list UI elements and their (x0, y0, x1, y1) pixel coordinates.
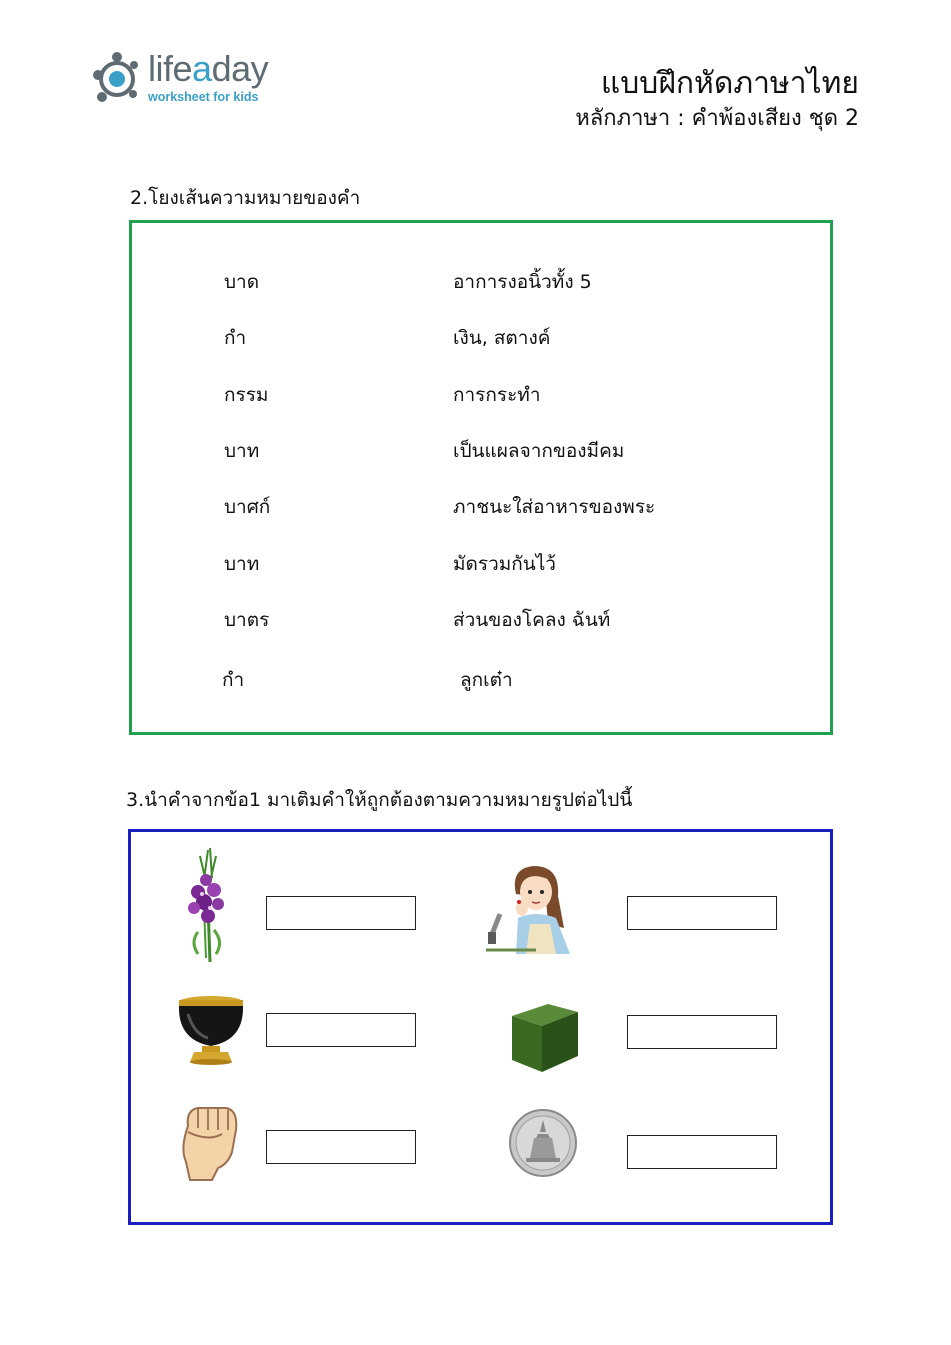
flower-bouquet-icon (180, 846, 236, 964)
answer-box-bowl[interactable] (266, 1013, 416, 1047)
coin-icon (508, 1108, 578, 1178)
left-word-4: บาท (224, 440, 260, 462)
worksheet-subtitle: หลักภาษา : คำพ้องเสียง ชุด 2 (575, 106, 859, 131)
girl-cut-finger-icon (486, 858, 578, 954)
right-meaning-4: เป็นแผลจากของมีคม (453, 440, 625, 462)
logo-wordmark: lifeaday (148, 48, 269, 89)
answer-box-cube[interactable] (627, 1015, 777, 1049)
logo-tagline: worksheet for kids (148, 90, 259, 104)
left-word-2: กำ (224, 327, 247, 349)
right-meaning-7: ส่วนของโคลง ฉันท์ (453, 609, 611, 631)
right-meaning-5: ภาชนะใส่อาหารของพระ (453, 496, 656, 518)
molecule-logo-icon (90, 50, 146, 106)
fist-icon (178, 1102, 240, 1182)
green-cube-icon (508, 1000, 582, 1074)
question-2-label: 2.โยงเส้นความหมายของคำ (130, 187, 361, 209)
right-meaning-1: อาการงอนิ้วทั้ง 5 (453, 271, 592, 293)
left-word-8: กำ (222, 669, 245, 691)
right-meaning-8: ลูกเต๋า (460, 669, 513, 691)
logo (90, 50, 300, 110)
matching-box (129, 220, 833, 735)
left-word-5: บาศก์ (224, 496, 271, 518)
left-word-3: กรรม (224, 384, 269, 406)
answer-box-coin[interactable] (627, 1135, 777, 1169)
right-meaning-2: เงิน, สตางค์ (453, 327, 551, 349)
left-word-7: บาตร (224, 609, 270, 631)
answer-box-flower[interactable] (266, 896, 416, 930)
alms-bowl-icon (174, 994, 248, 1066)
left-word-6: บาท (224, 553, 260, 575)
right-meaning-6: มัดรวมกันไว้ (453, 553, 556, 575)
answer-box-girl[interactable] (627, 896, 777, 930)
answer-box-fist[interactable] (266, 1130, 416, 1164)
question-3-label: 3.นำคำจากข้อ1 มาเติมคำให้ถูกต้องตามความหมายรูปต่อไปนี้ (126, 789, 633, 811)
worksheet-title: แบบฝึกหัดภาษาไทย (600, 66, 859, 101)
right-meaning-3: การกระทำ (453, 384, 541, 406)
left-word-1: บาด (224, 271, 260, 293)
